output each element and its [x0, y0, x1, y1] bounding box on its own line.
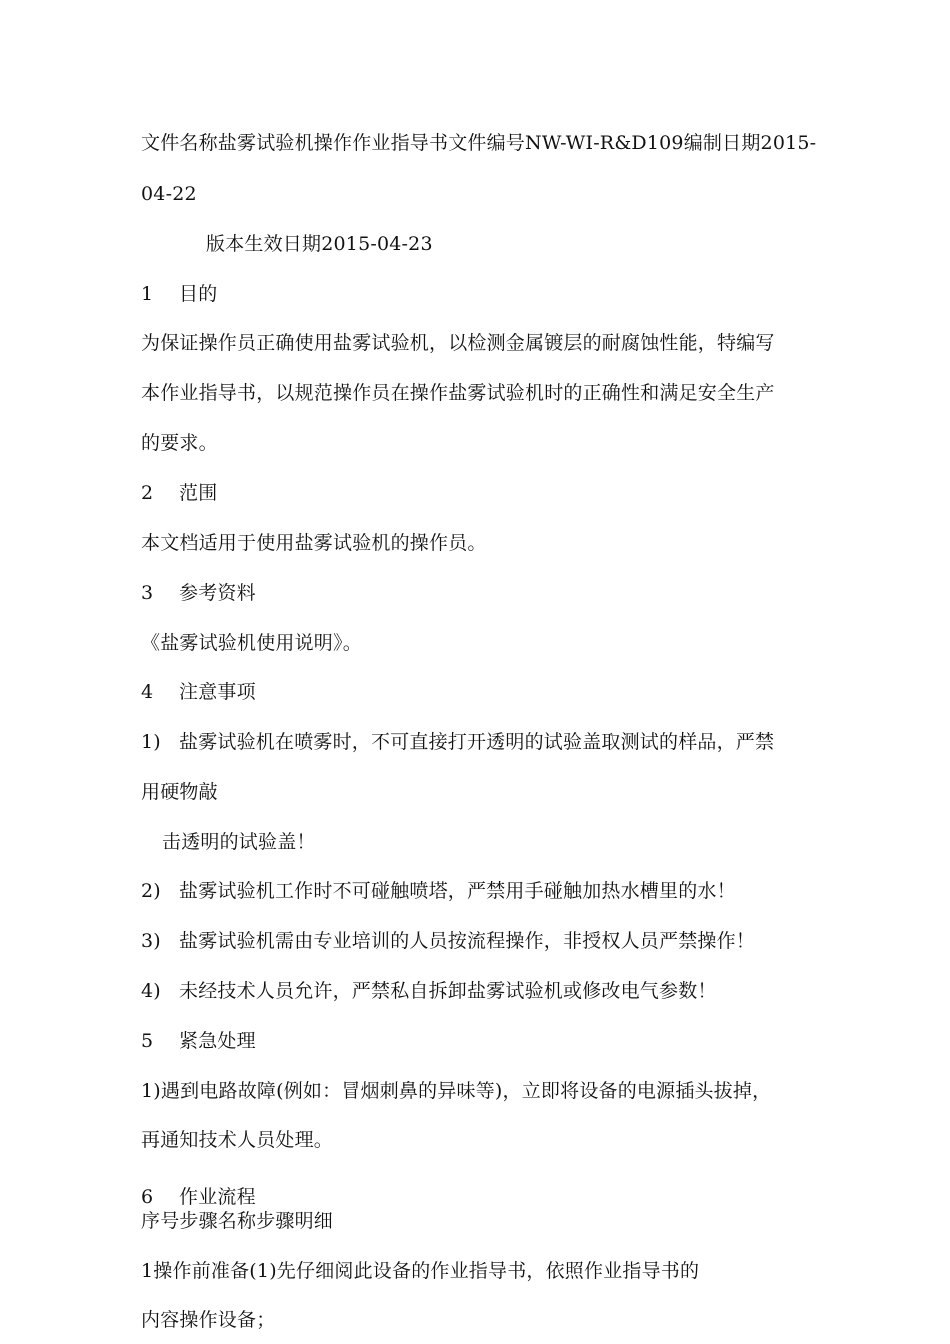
table-header: 序号步骤名称步骤明细 — [141, 1210, 334, 1232]
paragraph-line: 本文档适用于使用盐雾试验机的操作员。 — [141, 532, 487, 554]
section-number: 6 — [141, 1186, 154, 1208]
header-line-2: 04-22 — [141, 183, 197, 205]
header-line-1: 文件名称盐雾试验机操作作业指导书文件编号NW-WI-R&D109编制日期2015- — [141, 132, 817, 154]
list-item — [141, 730, 774, 754]
list-item-number: 3) — [141, 930, 161, 952]
section-1-heading — [141, 282, 217, 306]
section-4-heading — [141, 680, 256, 704]
paragraph-line: 1)遇到电路故障(例如：冒烟刺鼻的异味等)，立即将设备的电源插头拔掉， — [141, 1080, 772, 1102]
list-item-text: 未经技术人员允许，严禁私自拆卸盐雾试验机或修改电气参数！ — [179, 980, 717, 1002]
list-item-text: 盐雾试验机在喷雾时，不可直接打开透明的试验盖取测试的样品，严禁 — [179, 731, 775, 753]
section-number: 1 — [141, 283, 154, 305]
list-item-text: 盐雾试验机需由专业培训的人员按流程操作，非授权人员严禁操作！ — [179, 930, 756, 952]
list-item — [141, 879, 736, 903]
paragraph-line: 《盐雾试验机使用说明》。 — [141, 632, 362, 654]
header-line-3: 版本生效日期2015-04-23 — [206, 233, 433, 255]
section-title: 紧急处理 — [179, 1030, 256, 1052]
paragraph-line: 本作业指导书，以规范操作员在操作盐雾试验机时的正确性和满足安全生产 — [141, 382, 775, 404]
list-item-continuation: 用硬物敲 — [141, 781, 218, 803]
paragraph-line: 的要求。 — [141, 432, 218, 454]
section-5-heading — [141, 1029, 256, 1053]
section-title: 目的 — [179, 283, 218, 305]
section-title: 作业流程 — [179, 1186, 256, 1208]
list-item-text: 盐雾试验机工作时不可碰触喷塔，严禁用手碰触加热水槽里的水！ — [179, 880, 736, 902]
paragraph-line: 再通知技术人员处理。 — [141, 1129, 334, 1151]
section-title: 范围 — [179, 482, 218, 504]
paragraph-line: 为保证操作员正确使用盐雾试验机，以检测金属镀层的耐腐蚀性能，特编写 — [141, 332, 775, 354]
list-item-number: 2) — [141, 880, 161, 902]
list-item-continuation: 击透明的试验盖！ — [162, 831, 316, 853]
section-title: 参考资料 — [179, 582, 256, 604]
section-6-heading — [141, 1185, 256, 1209]
section-number: 5 — [141, 1030, 154, 1052]
section-3-heading — [141, 581, 256, 605]
list-item — [141, 979, 717, 1003]
list-item-number: 1) — [141, 731, 161, 753]
list-item-number: 4) — [141, 980, 161, 1002]
list-item — [141, 929, 755, 953]
section-number: 4 — [141, 681, 154, 703]
section-2-heading — [141, 481, 217, 505]
section-title: 注意事项 — [179, 681, 256, 703]
section-number: 3 — [141, 582, 154, 604]
table-row: 内容操作设备； — [141, 1309, 276, 1331]
table-row: 1操作前准备(1)先仔细阅此设备的作业指导书，依照作业指导书的 — [141, 1260, 700, 1282]
section-number: 2 — [141, 482, 154, 504]
